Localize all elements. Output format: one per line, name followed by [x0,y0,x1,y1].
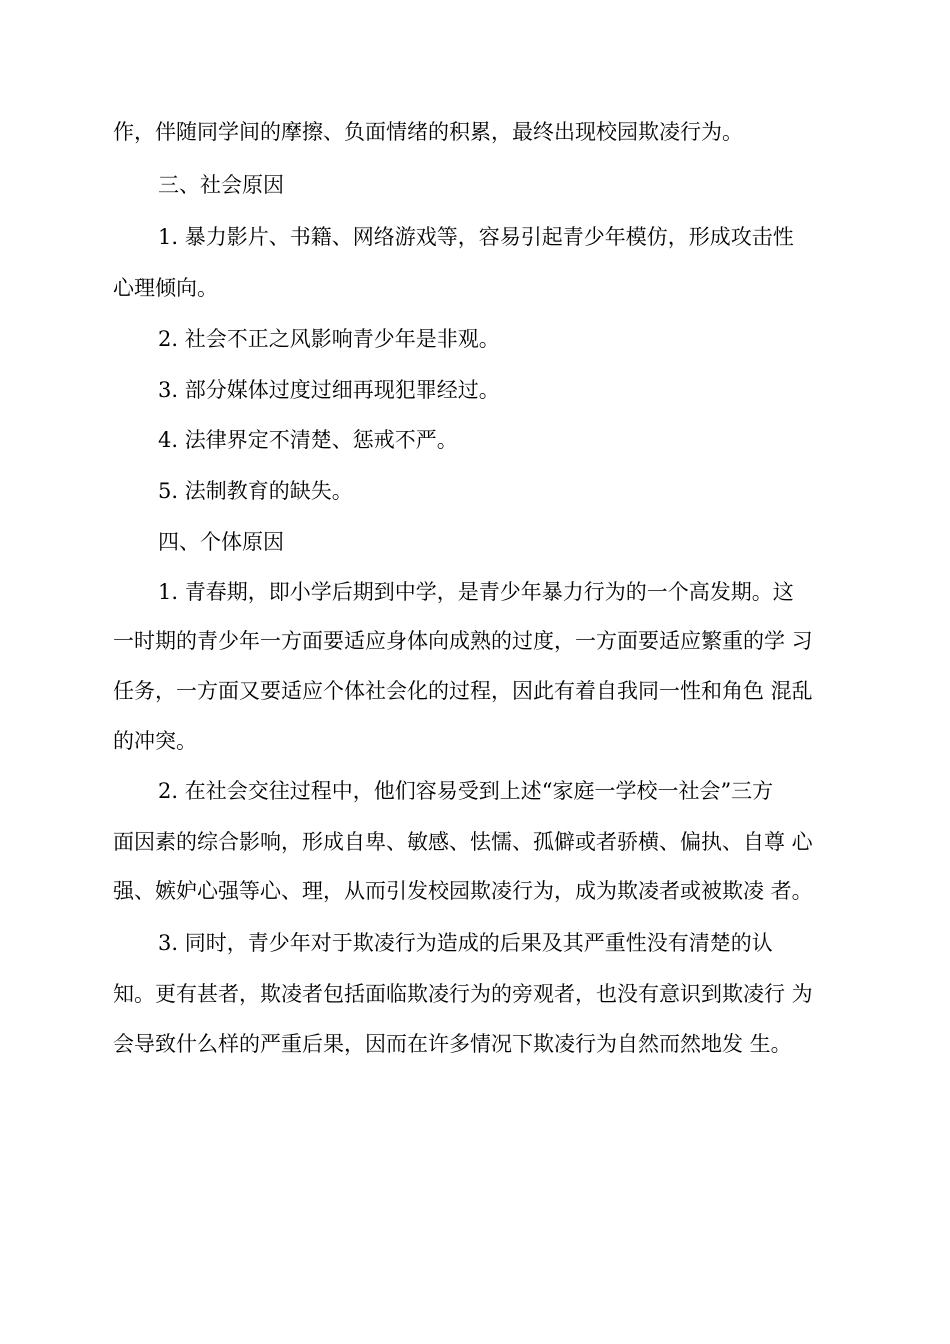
individual-cause-item-2-line-3: 强、嫉妒心强等心、理，从而引发校园欺凌行为，成为欺凌者或被欺凌 者。 [113,879,813,903]
section-heading-social-causes: 三、社会原因 [158,173,284,197]
social-cause-item-1-line-1: 1. 暴力影片、书籍、网络游戏等，容易引起青少年模仿，形成攻击性 [158,225,794,249]
social-cause-item-4: 4. 法律界定不清楚、惩戒不严。 [158,428,458,452]
individual-cause-item-1-line-2: 一时期的青少年一方面要适应身体向成熟的过度，一方面要适应繁重的学 习 [113,629,813,653]
social-cause-item-5: 5. 法制教育的缺失。 [158,479,353,503]
individual-cause-item-1-line-1: 1. 青春期，即小学后期到中学，是青少年暴力行为的一个高发期。这 [158,580,794,604]
individual-cause-item-1-line-4: 的冲突。 [113,729,197,753]
individual-cause-item-3-line-2: 知。更有甚者，欺凌者包括面临欺凌行为的旁观者，也没有意识到欺凌行 为 [113,982,813,1006]
individual-cause-item-2-line-2: 面因素的综合影响，形成自卑、敏感、怯懦、孤僻或者骄横、偏执、自尊 心 [113,830,813,854]
section-heading-individual-causes: 四、个体原因 [158,530,284,554]
individual-cause-item-3-line-3: 会导致什么样的严重后果，因而在许多情况下欺凌行为自然而然地发 生。 [113,1032,792,1056]
paragraph-continuation-line: 作，伴随同学间的摩擦、负面情绪的积累，最终出现校园欺凌行为。 [113,120,743,144]
social-cause-item-1-line-2: 心理倾向。 [113,276,218,300]
social-cause-item-3: 3. 部分媒体过度过细再现犯罪经过。 [158,378,500,402]
individual-cause-item-3-line-1: 3. 同时，青少年对于欺凌行为造成的后果及其严重性没有清楚的认 [158,931,773,955]
social-cause-item-2: 2. 社会不正之风影响青少年是非观。 [158,327,500,351]
individual-cause-item-2-line-1: 2. 在社会交往过程中，他们容易受到上述“家庭一学校一社会”三方 [158,779,774,803]
individual-cause-item-1-line-3: 任务，一方面又要适应个体社会化的过程，因此有着自我同一性和角色 混乱 [113,679,813,703]
